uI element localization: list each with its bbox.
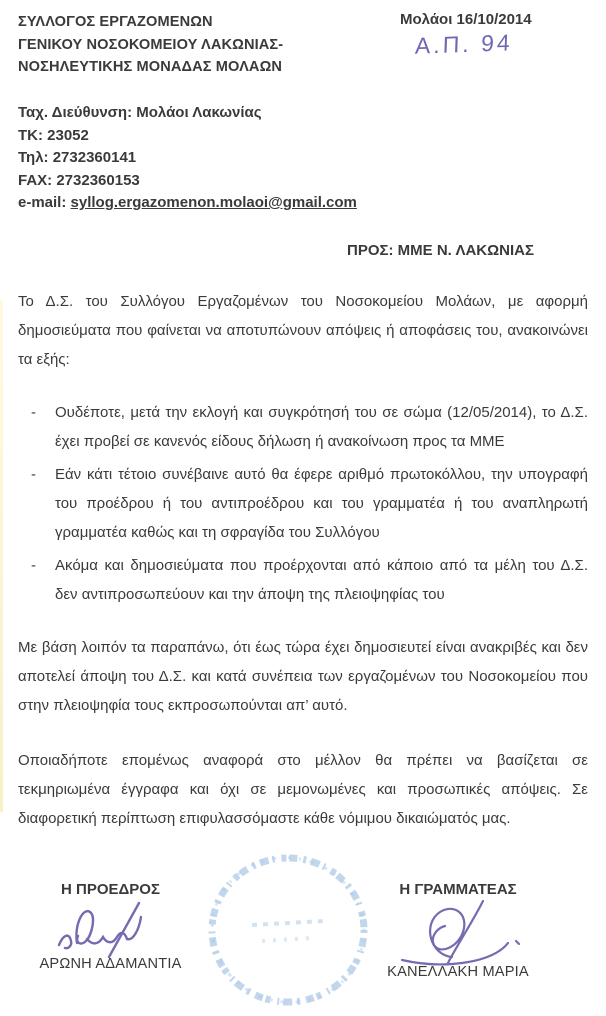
bullet-text: Ακόμα και δημοσιεύματα που προέρχονται από κάποιο από τα μέλη του Δ.Σ. δεν αντιπροσωπεύουν και την άποψη της πλειοψηφίας του xyxy=(55,557,588,603)
bullet-item xyxy=(18,551,588,609)
round-stamp xyxy=(204,853,372,1007)
stamp-icon xyxy=(204,853,372,1007)
postal-address: Ταχ. Διεύθυνση: Μολάοι Λακωνίας xyxy=(18,104,262,121)
org-line-2: ΓΕΝΙΚΟΥ ΝΟΣΟΚΟΜΕΙΟΥ ΛΑΚΩΝΙΑΣ- xyxy=(18,36,284,53)
bullet-dash: - xyxy=(31,466,36,483)
bullet-item xyxy=(18,398,588,456)
contact-block xyxy=(18,102,357,215)
protocol-number-handwritten: Α.Π. 94 xyxy=(414,29,514,59)
org-line-1: ΣΥΛΛΟΓΟΣ ΕΡΓΑΖΟΜΕΝΩΝ xyxy=(18,14,213,30)
bullet-dash: - xyxy=(31,404,36,421)
intro-paragraph: Το Δ.Σ. του Συλλόγου Εργαζομένων του Νοσοκομείου Μολάων, με αφορμή δημοσιεύματα που φαίνεται να αποτυπώνουν απόψεις ή αποφάσεις του, ανακοινώνει τα εξής: xyxy=(18,293,588,368)
place-date: Μολάοι 16/10/2014 xyxy=(400,11,532,28)
email-label: e-mail: xyxy=(18,194,67,211)
conclusion-paragraph: Με βάση λοιπόν τα παραπάνω, ότι έως τώρα έχει δημοσιευτεί είναι ανακριβές και δεν αποτελεί άποψη του Δ.Σ. και κατά συνέπεια των εργαζομένων του Νοσοκομείου που στην πλειοψηφία τους εκπροσωπούνται απ’ αυτό. xyxy=(18,639,588,714)
fax-number: FAX: 2732360153 xyxy=(18,171,140,189)
secretary-signature-icon xyxy=(388,897,528,967)
president-name: ΑΡΩΝΗ ΑΔΑΜΑΝΤΙΑ xyxy=(39,956,182,972)
secretary-name: ΚΑΝΕΛΛΑΚΗ ΜΑΡΙΑ xyxy=(387,964,529,980)
president-title: Η ΠΡΟΕΔΡΟΣ xyxy=(61,881,160,898)
scan-edge-artifact xyxy=(0,300,3,812)
postal-code: ΤΚ: 23052 xyxy=(18,126,89,144)
org-line-3: ΝΟΣΗΛΕΥΤΙΚΗΣ ΜΟΝΑΔΑΣ ΜΟΛΑΩΝ xyxy=(18,59,283,75)
email-link[interactable]: syllog.ergazomenon.molaoi@gmail.com xyxy=(70,194,357,211)
sender-org-block xyxy=(18,11,283,79)
legal-reservation-paragraph: Οποιαδήποτε επομένως αναφορά στο μέλλον θα πρέπει να βασίζεται σε τεκμηριωμένα έγγραφα και όχι σε μεμονωμένες και προσωπικές απόψεις. Σε διαφορετική περίπτωση επιφυλασσόμαστε κάθε νόμιμου δικαιώματός μας. xyxy=(18,752,588,827)
bullet-dash: - xyxy=(31,557,36,574)
president-signature-icon xyxy=(51,897,171,959)
email-line xyxy=(18,192,357,215)
letter-body xyxy=(18,287,588,833)
president-signature-block xyxy=(28,881,193,972)
phone-number: Τηλ: 2732360141 xyxy=(18,149,137,166)
recipient-line: ΠΡΟΣ: ΜΜΕ Ν. ΛΑΚΩΝΙΑΣ xyxy=(347,242,534,259)
bullet-item xyxy=(18,460,588,547)
secretary-title: Η ΓΡΑΜΜΑΤΕΑΣ xyxy=(399,881,517,898)
bullet-text: Εάν κάτι τέτοιο συνέβαινε αυτό θα έφερε αριθμό πρωτοκόλλου, την υπογραφή του προέδρου ή του αντιπροέδρου και του γραμματέα ή του αναπληρωτή γραμματέα καθώς και τη σφραγίδα του Συλλόγου xyxy=(55,466,588,541)
bullet-list xyxy=(18,398,588,609)
secretary-signature-block xyxy=(378,881,538,980)
bullet-text: Ουδέποτε, μετά την εκλογή και συγκρότησή του σε σώμα (12/05/2014), το Δ.Σ. έχει προβεί σε κανενός είδους δήλωση ή ανακοίνωση προς τα ΜΜΕ xyxy=(55,404,588,450)
